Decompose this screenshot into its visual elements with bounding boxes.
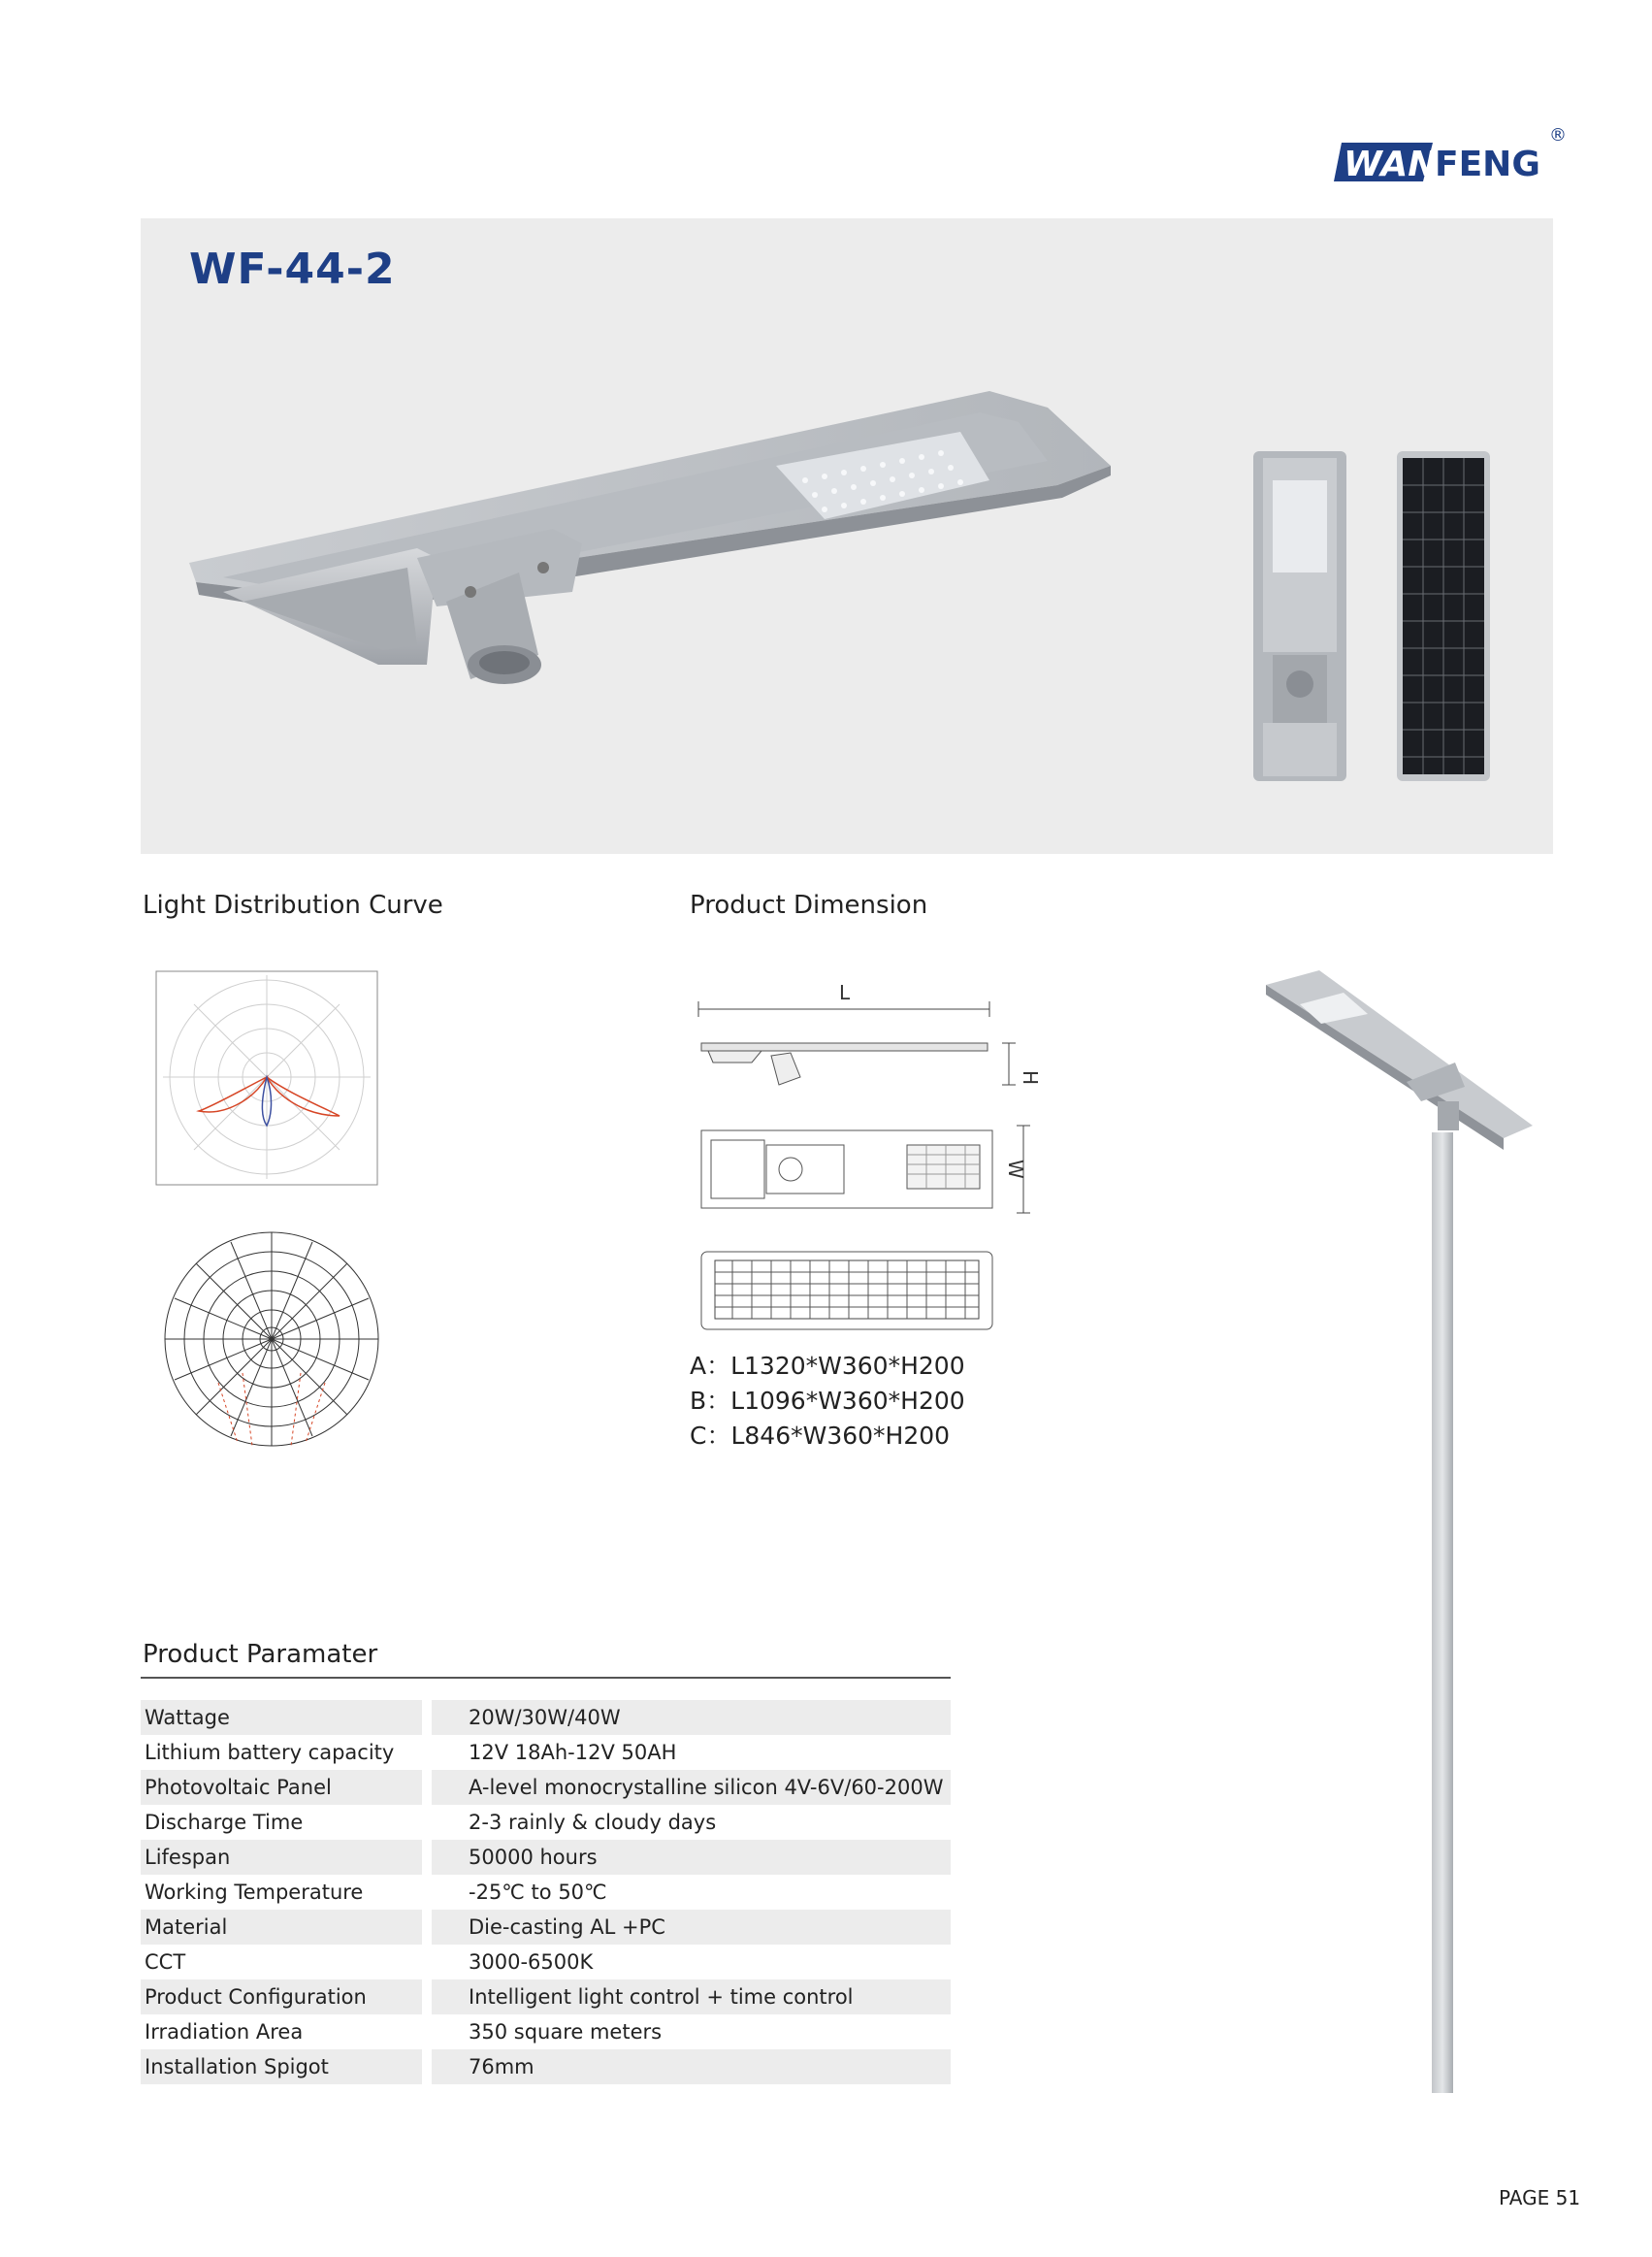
- param-key: Material: [141, 1910, 422, 1945]
- svg-text:FENG: FENG: [1435, 145, 1540, 184]
- param-value: 76mm: [432, 2049, 951, 2084]
- dimension-a: A：L1320*W360*H200: [690, 1352, 965, 1380]
- brand-logo: [1334, 121, 1571, 189]
- dimension-side-drawing: [694, 980, 1043, 1091]
- isolux-chart: [160, 1227, 383, 1455]
- section-divider: [141, 1677, 951, 1679]
- table-row: [141, 1700, 951, 1735]
- table-row: [141, 1770, 951, 1805]
- param-value: Intelligent light control + time control: [432, 1979, 951, 2014]
- param-key: Lifespan: [141, 1840, 422, 1875]
- dimension-bottom-drawing: [694, 1116, 1043, 1227]
- param-value: Die-casting AL +PC: [432, 1910, 951, 1945]
- param-value: 50000 hours: [432, 1840, 951, 1875]
- dimension-b: B：L1096*W360*H200: [690, 1387, 965, 1415]
- param-key: Working Temperature: [141, 1875, 422, 1910]
- dim-label-h: H: [1019, 1070, 1042, 1086]
- param-key: Lithium battery capacity: [141, 1735, 422, 1770]
- table-row: [141, 1840, 951, 1875]
- table-row: [141, 1735, 951, 1770]
- table-row: [141, 2049, 951, 2084]
- product-bottom-view: [1251, 446, 1348, 790]
- param-key: Photovoltaic Panel: [141, 1770, 422, 1805]
- table-row: [141, 2014, 951, 2049]
- dim-label-w: W: [1004, 1160, 1027, 1179]
- table-row: [141, 1945, 951, 1979]
- parameter-table: [141, 1700, 951, 2084]
- param-key: Wattage: [141, 1700, 422, 1735]
- param-key: CCT: [141, 1945, 422, 1979]
- page-number: PAGE 51: [1499, 2186, 1581, 2209]
- param-key: Irradiation Area: [141, 2014, 422, 2049]
- table-row: [141, 1910, 951, 1945]
- table-row: [141, 1979, 951, 2014]
- param-value: 20W/30W/40W: [432, 1700, 951, 1735]
- model-title: WF-44-2: [189, 245, 396, 294]
- pole-installation-image: [1261, 965, 1552, 2105]
- product-dimension-title: Product Dimension: [690, 891, 928, 920]
- param-value: 350 square meters: [432, 2014, 951, 2049]
- product-main-image: [184, 374, 1135, 698]
- param-value: 3000-6500K: [432, 1945, 951, 1979]
- product-parameter-title: Product Paramater: [143, 1640, 378, 1669]
- param-key: Product Configuration: [141, 1979, 422, 2014]
- svg-text:®: ®: [1549, 125, 1567, 146]
- dimension-list: [690, 1349, 965, 1454]
- param-key: Installation Spigot: [141, 2049, 422, 2084]
- param-value: 2-3 rainly & cloudy days: [432, 1805, 951, 1840]
- param-value: 12V 18Ah-12V 50AH: [432, 1735, 951, 1770]
- svg-text:WAN: WAN: [1344, 145, 1438, 184]
- param-key: Discharge Time: [141, 1805, 422, 1840]
- dimension-top-drawing: [694, 1247, 1004, 1338]
- param-value: -25℃ to 50℃: [432, 1875, 951, 1910]
- param-value: A-level monocrystalline silicon 4V-6V/60-200W: [432, 1770, 951, 1805]
- table-row: [141, 1875, 951, 1910]
- dimension-c: C：L846*W360*H200: [690, 1422, 951, 1450]
- polar-distribution-chart: [155, 970, 378, 1197]
- light-distribution-title: Light Distribution Curve: [143, 891, 443, 920]
- product-top-view: [1395, 446, 1492, 790]
- table-row: [141, 1805, 951, 1840]
- dim-label-l: L: [839, 981, 851, 1004]
